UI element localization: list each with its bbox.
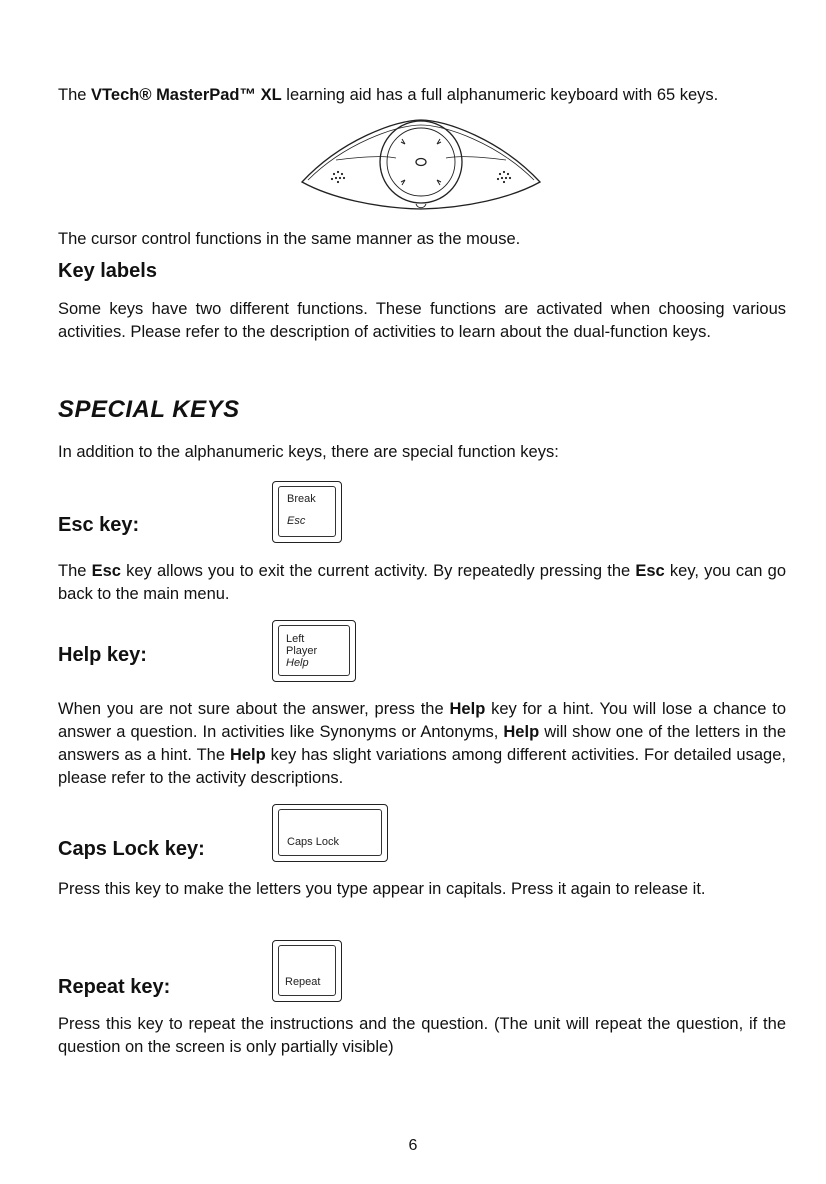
help-key-line1: Left: [286, 633, 305, 645]
help-key-illustration: [272, 620, 356, 682]
esc-key-top-label: Break: [287, 493, 316, 505]
special-keys-heading: SPECIAL KEYS: [58, 396, 240, 423]
esc-text-3: key, you can go back to the main menu.: [58, 562, 786, 603]
help-key-paragraph: [58, 698, 786, 790]
help-key-line2: Player: [286, 645, 318, 657]
help-key-face: [278, 625, 350, 676]
esc-key-heading: Esc key:: [58, 514, 140, 536]
page-number: 6: [408, 1137, 418, 1154]
intro-text-start: The: [58, 86, 92, 104]
esc-key-illustration: [272, 481, 342, 543]
cursor-description: The cursor control functions in the same manner as the mouse.: [58, 230, 521, 248]
esc-key-bottom-label: Esc: [287, 515, 306, 527]
help-bold-2: Help: [503, 723, 540, 741]
caps-lock-key-label: Caps Lock: [287, 836, 339, 848]
cursor-control-illustration: [296, 112, 546, 216]
caps-lock-key-heading: Caps Lock key:: [58, 838, 205, 860]
key-labels-paragraph: Some keys have two different functions. These functions are activated when choosing various activities. Please refer to the description of activities to learn about the dual-function keys.: [58, 300, 786, 341]
caps-lock-key-face: [278, 809, 382, 856]
help-bold-3: Help: [229, 746, 266, 764]
intro-text-end: learning aid has a full alphanumeric keyboard with 65 keys.: [281, 86, 719, 104]
special-keys-intro: In addition to the alphanumeric keys, there are special function keys:: [58, 443, 559, 461]
repeat-key-paragraph: Press this key to repeat the instructions and the question. (The unit will repeat the question, if the question on the screen is only partially visible): [58, 1015, 786, 1056]
repeat-key-heading: Repeat key:: [58, 976, 171, 998]
help-key-line3: Help: [286, 657, 309, 669]
esc-key-paragraph: [58, 560, 786, 606]
esc-text-2: key allows you to exit the current activity. By repeatedly pressing the: [120, 562, 636, 580]
help-text-2: key for a hint. You will lose a chance to answer a question. In activities like Synonyms or Antonyms,: [58, 700, 786, 741]
esc-key-face: [278, 486, 336, 537]
help-text-4: key has slight variations among different activities. For detailed usage, please refer to the activity descriptions.: [58, 746, 786, 787]
help-text-3: will show one of the letters in the answers as a hint. The: [58, 723, 786, 764]
caps-lock-key-paragraph: Press this key to make the letters you type appear in capitals. Press it again to release it.: [58, 880, 706, 898]
help-key-heading: Help key:: [58, 644, 147, 666]
repeat-key-face: [278, 945, 336, 996]
caps-lock-key-illustration: [272, 804, 388, 862]
esc-bold-1: Esc: [91, 562, 121, 580]
intro-paragraph: [58, 84, 786, 107]
esc-text-1: The: [58, 562, 92, 580]
help-text-1: When you are not sure about the answer, press the: [58, 700, 450, 718]
repeat-key-illustration: [272, 940, 342, 1002]
repeat-key-label: Repeat: [285, 976, 321, 988]
help-bold-1: Help: [449, 700, 486, 718]
product-name: VTech® MasterPad™ XL: [91, 86, 282, 104]
esc-bold-2: Esc: [635, 562, 665, 580]
key-labels-heading: Key labels: [58, 260, 157, 282]
